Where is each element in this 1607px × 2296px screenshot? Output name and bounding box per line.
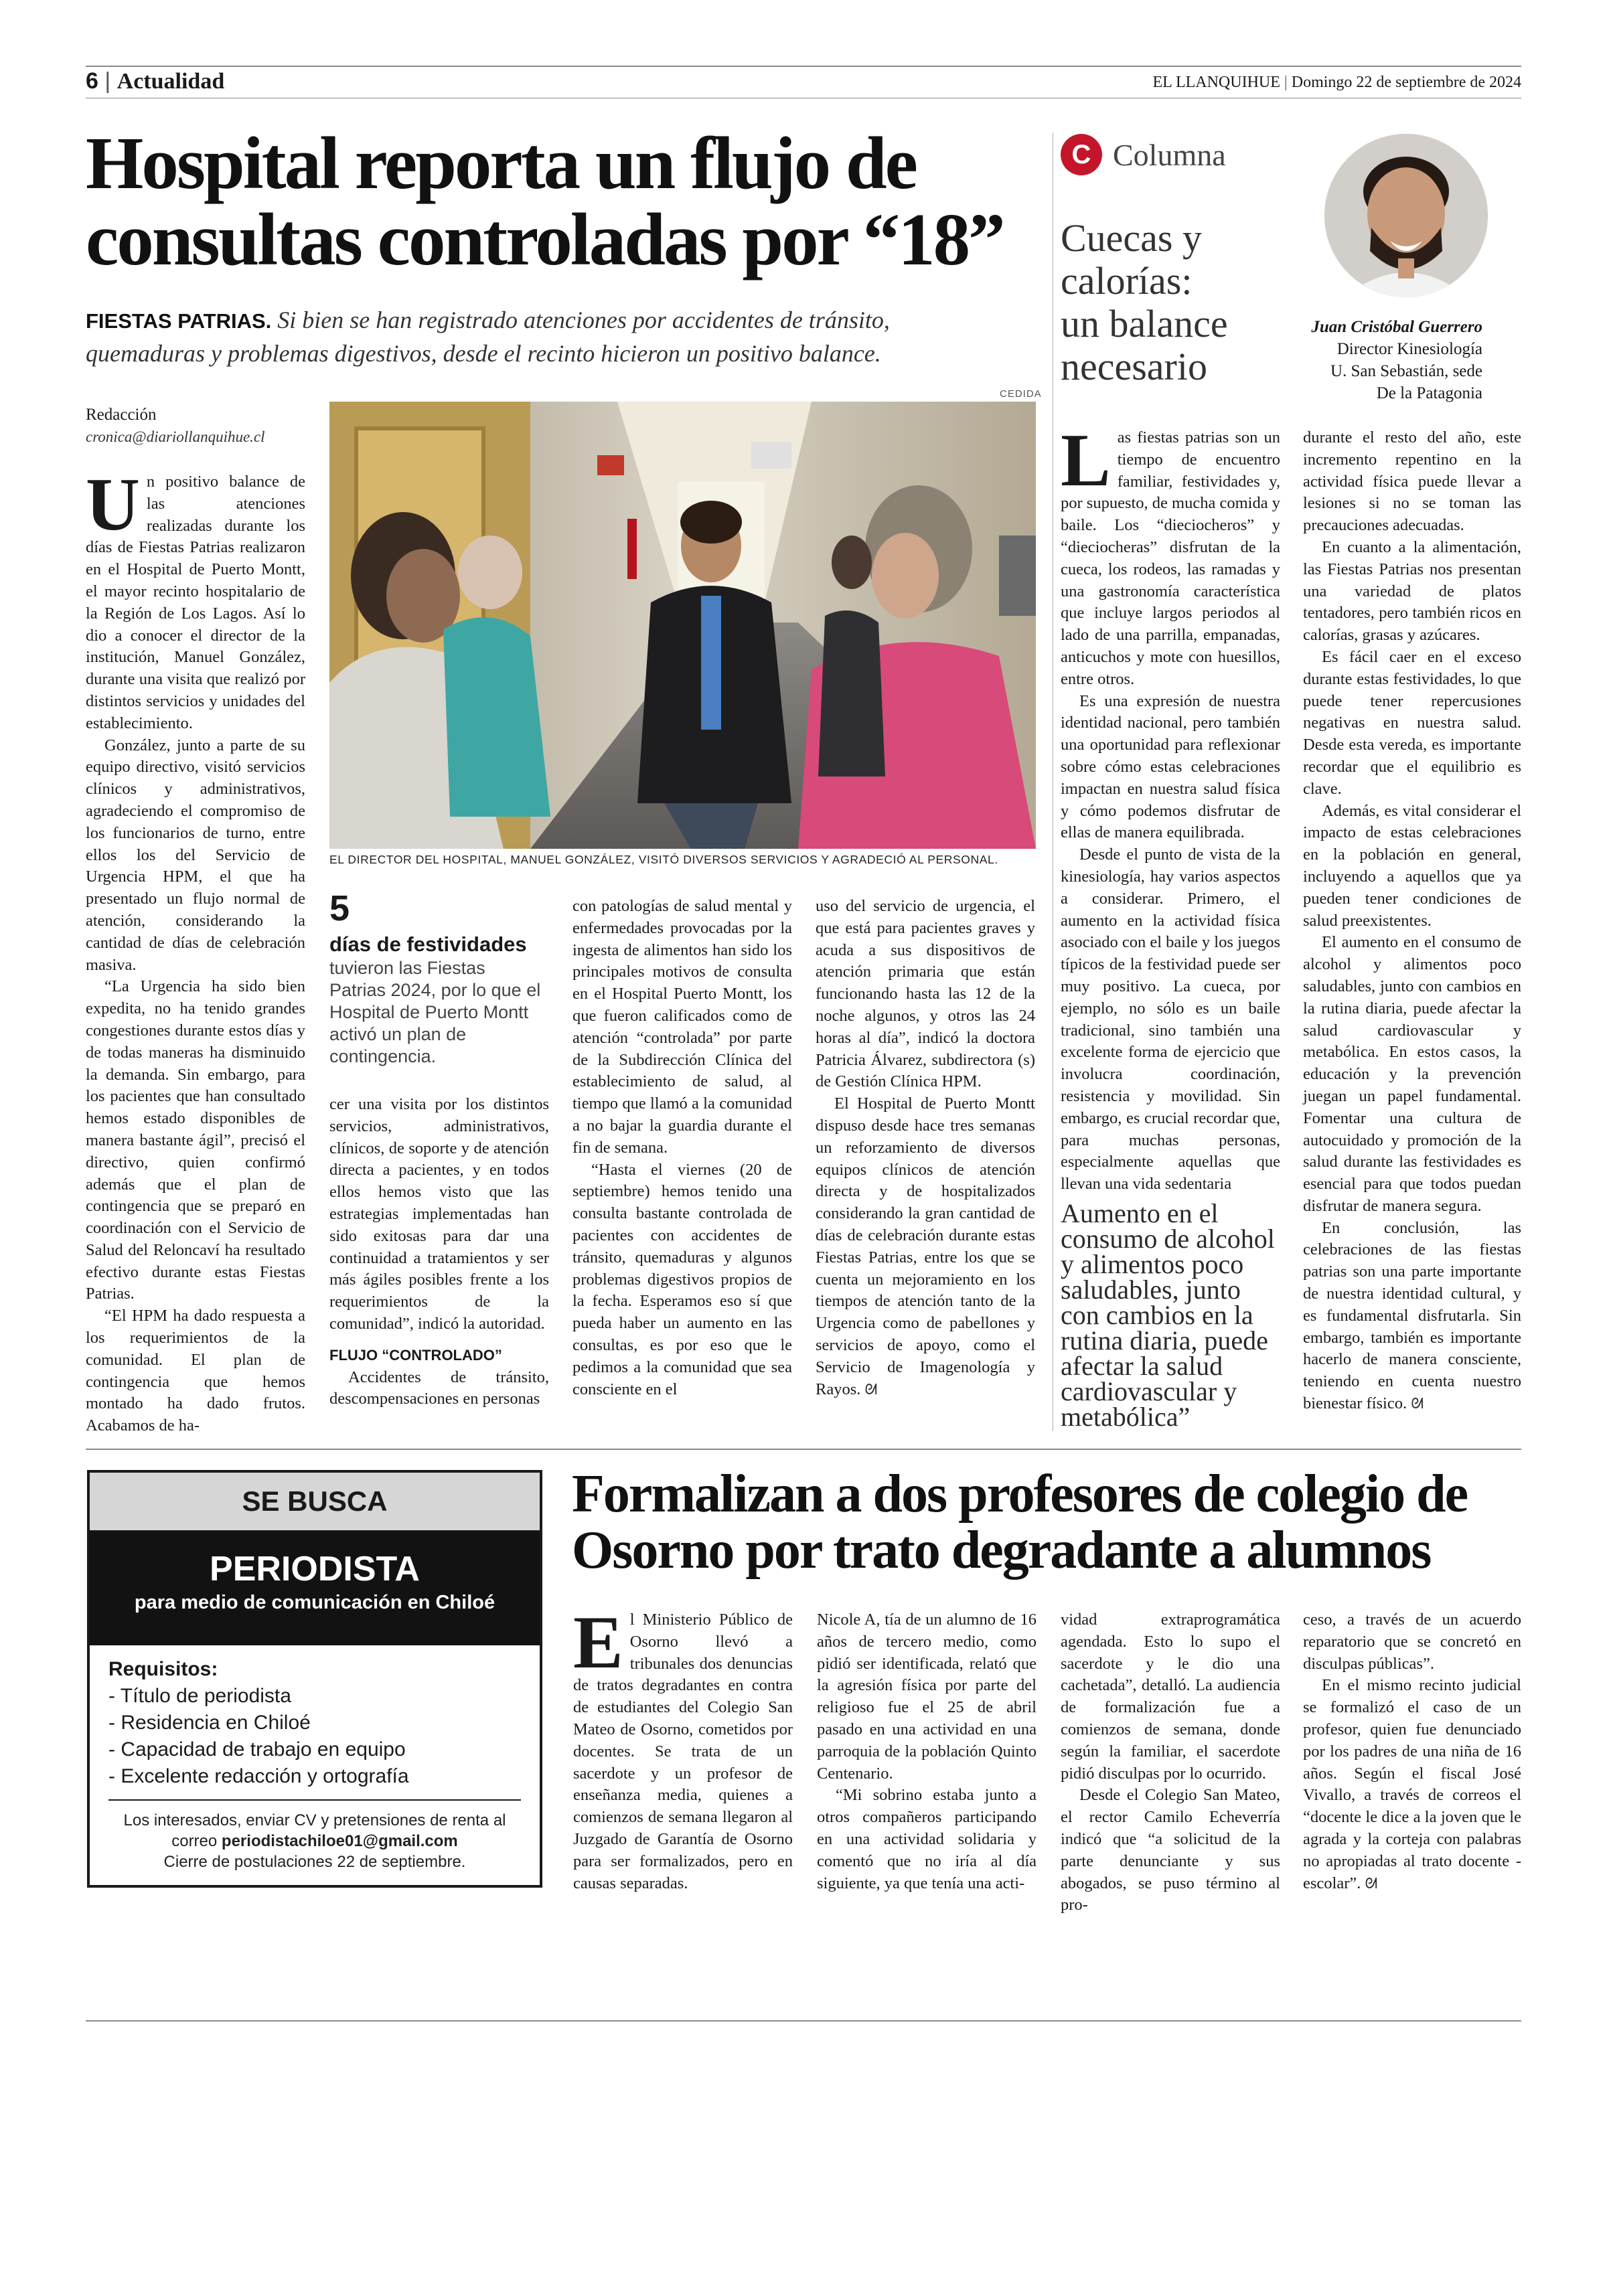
second-col-1 [573, 1601, 793, 1894]
end-mark-icon: ᘛ [864, 1380, 878, 1398]
body-paragraph: El Hospital de Puerto Montt dispuso desde hace tres semanas un reforzamiento de diversos equipos clínicos de atención directa y de hospitalizados considerando la gran cantidad de días de celebración durante estas Fiestas Patrias, entre los que se cuenta un mejoramiento en los tiempos de atención tanto de la Urgencia como de pabellones y servicios de apoyo, como el Servicio de Imagenología y Rayos. [816, 1094, 1035, 1398]
end-mark-icon: ᘛ [1365, 1874, 1378, 1892]
page-number: 6 [86, 68, 98, 94]
ad-deadline: Cierre de postulaciones 22 de septiembre. [163, 1853, 466, 1871]
section-name: Actualidad [117, 69, 225, 94]
pull-quote: Aumento en el consumo de alcohol y alimentos poco saludables, junto con cambios en la rutina diaria, puede afectar la salud cardiovascular y metabólica” [1061, 1198, 1275, 1432]
body-paragraph: En cuanto a la alimentación, las Fiestas Patrias nos presentan una variedad de platos tentadores, pero también ricos en calorías, grasas y azúcares. [1303, 538, 1521, 645]
kicker: FIESTAS PATRIAS. [86, 309, 272, 333]
column-title-line: Cuecas y [1061, 216, 1202, 260]
ad-req-item: - Residencia en Chiloé [108, 1712, 311, 1734]
ad-req-item: - Excelente redacción y ortografía [108, 1765, 409, 1787]
column-title-line: necesario [1061, 345, 1207, 388]
body-paragraph: Accidentes de tránsito, descompensaciones en personas [329, 1368, 549, 1408]
body-paragraph: cer una visita por los distintos servicios, administrativos, clínicos, de soporte y de atención directa a pacientes, y en todos ellos hemos visto que las estrategias implementadas han sido exitosas para dar una continuidad a tratamientos y ser más ágiles posibles frente a los requerimientos de la comunidad”, indicó la autoridad. [329, 1095, 549, 1333]
body-paragraph: González, junto a parte de su equipo directivo, visitó servicios clínicos y administrativos, agradeciendo el compromiso de los funcionarios de turno, entre ellos los del Servicio de Urgencia HPM, el que ha presentado un flujo normal de atención, considerando la cantidad de días de celebración masiva. [86, 736, 305, 974]
byline: Redacción [86, 406, 157, 424]
headline-line-2: Osorno por trato degradante a alumnos [572, 1521, 1431, 1580]
body-paragraph: El aumento en el consumo de alcohol y alimentos poco saludables, junto con cambios en la rutina diaria, puede afectar la salud cardiovascular y metabólica. En estos casos, la educación y la prevención juegan un papel fundamental. Fomentar una cultura de autocuidado y promoción de la salud durante las festividades es esencial para que todos puedan disfrutar de manera segura. [1303, 933, 1521, 1215]
newspaper-name: EL LLANQUIHUE [1152, 74, 1280, 91]
second-col-2 [817, 1609, 1037, 1894]
header-top-rule [86, 66, 1521, 67]
body-paragraph: En el mismo recinto judicial se formalizó el caso de un profesor, quien fue denunciado por los padres de una niña de 16 años. Según el fiscal José Vivallo, a través de correos el “docente le dice a la joven que le agrada y la corteja con palabras no apropiadas al trato docente - escolar”. [1303, 1676, 1521, 1892]
body-paragraph: Nicole A, tía de un alumno de 16 años de tercero medio, como pidió ser identificada, relató que la agresión física por parte del religioso fue el 25 de abril pasado en una actividad en una parroquia de la población Quinto Centenario. [817, 1611, 1037, 1783]
ad-heading: SE BUSCA [242, 1485, 388, 1517]
body-paragraph: Es fácil caer en el exceso durante estas festividades, lo que puede tener repercusiones negativas en nuestra salud. Desde esta vereda, es importante recordar que el equilibrio es clave. [1303, 647, 1521, 798]
main-col-1 [86, 463, 305, 1437]
paper-dateline: EL LLANQUIHUE | Domingo 22 de septiembre de 2024 [1152, 74, 1521, 91]
ad-contact [90, 1810, 540, 1872]
body-paragraph: ceso, a través de un acuerdo reparatorio que se concretó en disculpas públicas”. [1303, 1611, 1521, 1673]
hospital-photo [329, 402, 1036, 849]
body-paragraph: con patologías de salud mental y enfermedades provocadas por la ingesta de alimentos han sido los principales motivos de consulta en el Hospital Puerto Montt, los que fueron calificados como de atención “controlada” por parte de la Subdirección Clínica del establecimiento de salud, al tiempo que llamó a la comunidad a no bajar la guardia durante el fin de semana. [572, 897, 792, 1157]
subhead-flujo: FLUJO “CONTROLADO” [329, 1346, 502, 1364]
body-paragraph: “El HPM ha dado respuesta a los requerimientos de la comunidad. El plan de contingencia que hemos montado ha dado frutos. Acabamos de ha- [86, 1307, 305, 1435]
fact-number: 5 [329, 888, 350, 928]
column-col-2 [1303, 427, 1521, 1415]
ad-contact-rule [108, 1799, 521, 1801]
author-role: Director Kinesiología [1336, 340, 1482, 358]
ad-req-heading: Requisitos: [108, 1658, 218, 1680]
column-title-line: un balance [1061, 302, 1228, 345]
body-paragraph: as fiestas patrias son un tiempo de encuentro familiar, festividades y, por supuesto, de mucha comida y baile. Los “dieciocheros” y “dieciocheras” disfrutan de la cueca, los rodeos, las ramadas y una gastronomía característica que incluye largos periodos al lado de una parrilla, empanadas, anticuchos y mote con huesillos, entre otros. [1061, 428, 1280, 688]
job-ad [87, 1470, 542, 1888]
body-paragraph: vidad extraprogramática agendada. Esto lo supo el sacerdote y le dio una cachetada”, detalló. La audiencia de formalización fue a comienzos de semana, donde según la familiar, el sacerdote pidió disculpas por lo ocurrido. [1061, 1611, 1280, 1783]
headline-line-2: consultas controladas por “18” [86, 199, 1004, 281]
headline-line-1: Hospital reporta un flujo de [86, 122, 916, 205]
main-col-4 [816, 896, 1035, 1400]
dropcap-l: L [1061, 419, 1111, 502]
second-col-4 [1303, 1609, 1521, 1894]
body-paragraph: Desde el punto de vista de la kinesiología, hay varios aspectos a considerar. Primero, el aumento en la actividad física asociado con el baile y los juegos típicos de la festividad puede ser muy positivo. La cueca, por ejemplo, no sólo es un baile tradicional, sino también una excelente forma de ejercicio que involucra coordinación, resistencia y movilidad. Sin embargo, es crucial recordar que, para muchas personas, especialmente aquellas que llevan una vida sedentaria [1061, 845, 1280, 1194]
body-paragraph: l Ministerio Público de Osorno llevó a tribunales dos denuncias de tratos degradantes en contra de estudiantes del Colegio San Mateo de Osorno, cometidos por docentes. Se trata de un sacerdote y un profesor de enseñanza media, quienes a comienzos de semana llegaron al Juzgado de Garantía de Osorno para ser formalizados, pero en causas separadas. [573, 1611, 793, 1892]
ad-req-item: - Título de periodista [108, 1685, 291, 1707]
dropcap-u: U [86, 463, 140, 546]
body-paragraph: Desde el Colegio San Mateo, el rector Camilo Echeverría indicó que “a solicitud de la parte denunciante y sus abogados, se puso término al pro- [1061, 1786, 1280, 1914]
body-paragraph: uso del servicio de urgencia, el que está para pacientes graves y acuda a sus dispositivos de atención primaria que están funcionando hasta las 12 de la noche algunos, y otros las 24 horas al día”, indicó la doctora Patricia Álvarez, subdirectora (s) de Gestión Clínica HPM. [816, 897, 1035, 1091]
body-paragraph: n positivo balance de las atenciones realizadas durante los días de Fiestas Patrias realizaron en el Hospital de Puerto Montt, el mayor recinto hospitalario de la Región de Los Lagos. Así lo dio a conocer el director de la institución, Manuel González, durante una visita que realizó por distintos servicios y unidades del establecimiento. [86, 473, 305, 732]
deck-line-2: quemaduras y problemas digestivos, desde el recinto hicieron un positivo balance. [86, 340, 881, 367]
photo-credit: CEDIDA [1000, 388, 1042, 400]
page-bottom-rule [86, 2020, 1521, 2022]
main-col-3 [572, 896, 792, 1400]
column-label-text: Columna [1113, 137, 1226, 172]
main-headline [86, 122, 1050, 281]
second-headline [572, 1466, 1523, 1578]
author-email[interactable]: cronica@diariollanquihue.cl [86, 428, 265, 445]
body-paragraph: Además, es vital considerar el impacto de estas celebraciones en la población en general, incluyendo a aquellos que ya pueden tener condiciones de salud preexistentes. [1303, 801, 1521, 930]
ad-req-item: - Capacidad de trabajo en equipo [108, 1738, 406, 1760]
second-col-3 [1061, 1609, 1280, 1916]
ad-contact-email[interactable]: periodistachiloe01@gmail.com [221, 1832, 458, 1850]
edition-date: Domingo 22 de septiembre de 2024 [1291, 74, 1521, 91]
ad-contact-line: Los interesados, enviar CV y pretensiones de renta al [123, 1811, 506, 1829]
column-label [1061, 134, 1226, 175]
ad-subtitle: para medio de comunicación en Chiloé [134, 1592, 495, 1613]
main-deck [86, 304, 1037, 370]
deck-line-1: Si bien se han registrado atenciones por accidentes de tránsito, [277, 307, 890, 333]
author-info [1252, 316, 1482, 404]
headline-line-1: Formalizan a dos profesores de colegio de [572, 1465, 1468, 1524]
ad-requirements [90, 1645, 540, 1790]
column-col-1 [1061, 419, 1280, 1435]
ad-contact-prefix: correo [171, 1832, 222, 1850]
author-portrait [1324, 134, 1488, 297]
fact-title: días de festividades [329, 932, 527, 956]
ad-title-block [90, 1532, 540, 1645]
author-name: Juan Cristóbal Guerrero [1311, 318, 1482, 336]
body-paragraph: En conclusión, las celebraciones de las fiestas patrias son una parte importante de nuestra identidad cultural, y es fundamental disfrutarla. Sin embargo, también es importante hacerlo de manera consciente, teniendo en cuenta nuestro bienestar físico. [1303, 1218, 1521, 1413]
body-paragraph: “La Urgencia ha sido bien expedita, no ha tenido grandes congestiones durante estos días y de todas maneras ha disminuido la demanda. Sin embargo, para los pacientes que han consultado hemos estado disponibles de manera bastante ágil”, precisó el directivo, quien confirmó además que el plan de contingencia que se preparó en coordinación con el Servicio de Salud del Reloncaví ha resultado efectivo durante estas Fiestas Patrias. [86, 977, 305, 1303]
author-role: U. San Sebastián, sede [1330, 362, 1482, 380]
main-col-2 [329, 1094, 549, 1410]
ad-heading-bar [90, 1473, 540, 1532]
body-paragraph: durante el resto del año, este incremento repentino en la actividad física puede llevar a lesiones si no se toman las precauciones adecuadas. [1303, 428, 1521, 535]
fact-box [329, 890, 544, 1068]
page-folio: 6 | Actualidad [86, 68, 225, 94]
body-paragraph: “Hasta el viernes (20 de septiembre) hemos tenido una consulta bastante controlada de pacientes con accidentes de tránsito, quemaduras y algunos problemas digestivos propios de la fecha. Esperamos eso sí que pueda haber un aumento en las consultas, es por eso que le pedimos a la comunidad que sea consciente en el [572, 1160, 792, 1398]
fact-text: tuvieron las Fiestas Patrias 2024, por lo que el Hospital de Puerto Montt activó un plan de contingencia. [329, 958, 541, 1066]
column-title [1061, 217, 1228, 388]
dropcap-e: E [573, 1601, 623, 1684]
body-paragraph: “Mi sobrino estaba junto a otros compañeros participando en una actividad solidaria y comentó que no iría al día siguiente, ya que tenía una acti- [817, 1786, 1037, 1892]
section-divider [86, 1449, 1521, 1450]
body-paragraph: Es una expresión de nuestra identidad nacional, pero también una oportunidad para reflexionar sobre cómo estas celebraciones impactan en nuestra salud física y cómo podemos disfrutar de ellas de manera equilibrada. [1061, 691, 1280, 842]
author-photo [1324, 134, 1488, 297]
author-role: De la Patagonia [1376, 384, 1482, 402]
photo-caption: EL DIRECTOR DEL HOSPITAL, MANUEL GONZÁLEZ, VISITÓ DIVERSOS SERVICIOS Y AGRADECIÓ AL PERSONAL. [329, 853, 998, 866]
end-mark-icon: ᘛ [1411, 1395, 1424, 1412]
column-title-line: calorías: [1061, 259, 1193, 303]
ad-title: PERIODISTA [210, 1550, 420, 1588]
photo-illustration [329, 402, 1036, 849]
column-badge-icon: C [1061, 134, 1102, 175]
